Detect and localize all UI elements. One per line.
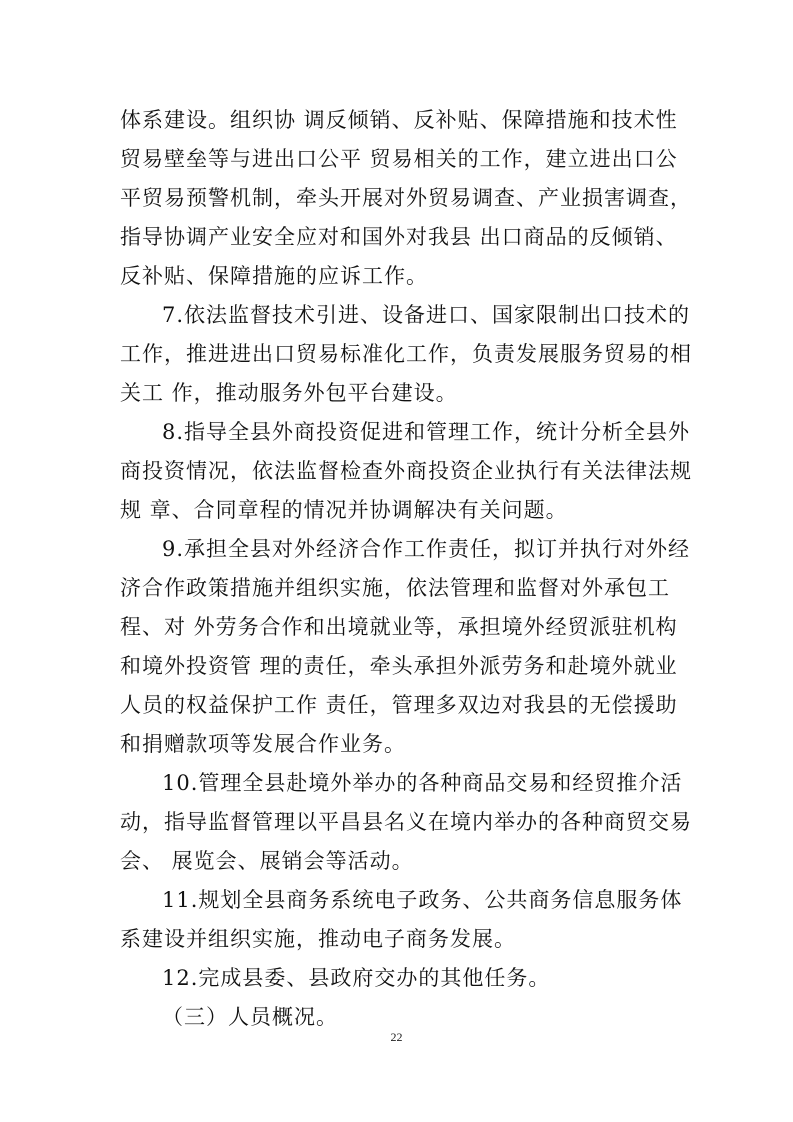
body-text-line: 和捐赠款项等发展合作业务。 [120,732,406,756]
body-text-line: 济合作政策措施并组织实施，依法管理和监督对外承包工 [120,576,670,600]
body-text-line: 动，指导监督管理以平昌县名义在境内举办的各种商贸交易 [120,810,692,834]
body-text-line: 反补贴、保障措施的应诉工作。 [120,264,428,288]
body-text-line: 指导协调产业安全应对和国外对我县 出口商品的反倾销、 [120,225,678,249]
body-text-line: 贸易壁垒等与进出口公平 贸易相关的工作，建立进出口公 [120,147,678,171]
body-text-line: 和境外投资管 理的责任，牵头承担外派劳务和赴境外就业 [120,654,678,678]
item-9-first-line: 9.承担全县对外经济合作工作责任，拟订并执行对外经 [162,537,691,561]
body-text-line: 系建设并组织实施，推动电子商务发展。 [120,927,516,951]
body-text-line: 程、对 外劳务合作和出境就业等，承担境外经贸派驻机构 [120,615,678,639]
item-8-first-line: 8.指导全县外商投资促进和管理工作，统计分析全县外 [162,420,691,444]
body-text-line: 体系建设。组织协 调反倾销、反补贴、保障措施和技术性 [120,108,678,132]
body-text-line: 人员的权益保护工作 责任，管理多双边对我县的无偿援助 [120,693,678,717]
section-heading: （三）人员概况。 [162,1005,338,1029]
item-12-first-line: 12.完成县委、县政府交办的其他任务。 [162,966,551,990]
item-11-first-line: 11.规划全县商务系统电子政务、公共商务信息服务体 [162,888,683,912]
body-text-line: 关工 作，推动服务外包平台建设。 [120,381,458,405]
item-10-first-line: 10.管理全县赴境外举办的各种商品交易和经贸推介活 [162,771,683,795]
item-7-first-line: 7.依法监督技术引进、设备进口、国家限制出口技术的 [162,303,691,327]
page-number: 22 [390,1030,403,1044]
body-text-line: 会、 展览会、展销会等活动。 [120,849,414,873]
body-text-line: 商投资情况，依法监督检查外商投资企业执行有关法律法规 [120,459,692,483]
body-text-line: 平贸易预警机制，牵头开展对外贸易调查、产业损害调查， [120,186,692,210]
body-text-line: 工作，推进进出口贸易标准化工作，负责发展服务贸易的相 [120,342,692,366]
body-text-line: 规 章、合同章程的情况并协调解决有关问题。 [120,498,568,522]
